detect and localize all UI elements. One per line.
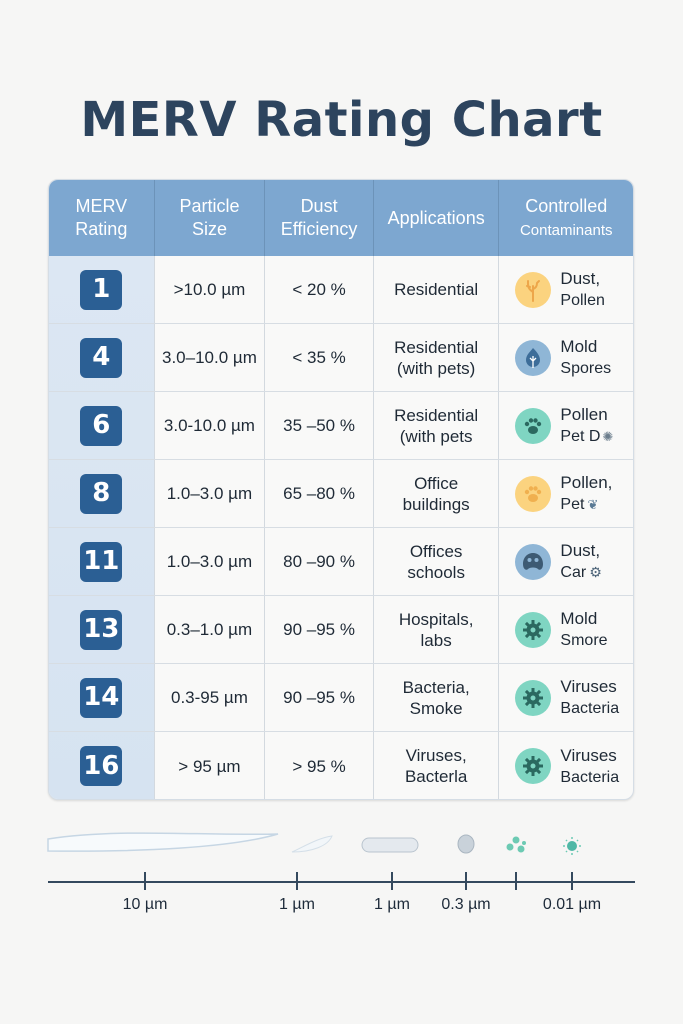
contaminant-line2: Smore — [560, 632, 608, 649]
particle-size-cell: 0.3–1.0 µm — [155, 596, 266, 663]
contaminants-cell — [499, 460, 633, 527]
merv-cell — [49, 324, 155, 391]
header-applications: Applications — [374, 180, 500, 256]
contaminant-line1: Mold — [560, 609, 598, 628]
axis-tick — [515, 872, 517, 890]
contaminants-cell — [499, 664, 633, 731]
merv-badge: 6 — [80, 406, 122, 446]
application-cell: Viruses, Bacterla — [374, 732, 500, 800]
plant-icon — [515, 272, 551, 308]
contaminants-cell — [499, 596, 633, 663]
table-row — [49, 732, 633, 800]
header-controlled-contaminants: Controlled Contaminants — [519, 195, 613, 239]
merv-cell — [49, 664, 155, 731]
table-row — [49, 460, 633, 528]
table-row — [49, 324, 633, 392]
efficiency-cell: < 20 % — [265, 256, 374, 323]
particle-size-cell: > 95 µm — [155, 732, 266, 800]
face-icon — [515, 544, 551, 580]
particle-size-axis — [48, 881, 635, 883]
application-cell: Residential (with pets — [374, 392, 500, 459]
merv-table — [48, 179, 634, 800]
paw-small-icon: ❦ — [587, 497, 599, 512]
contaminant-line2: Pet — [560, 496, 585, 513]
table-row — [49, 596, 633, 664]
particle-size-cell: 3.0–10.0 µm — [155, 324, 266, 391]
axis-tick — [391, 872, 393, 890]
gear-icon — [515, 612, 551, 648]
application-cell: Residential (with pets) — [374, 324, 500, 391]
contaminant-line1: Mold — [560, 337, 598, 356]
bacteria-cluster-icon — [507, 837, 527, 853]
paw-icon — [515, 408, 551, 444]
merv-badge: 8 — [80, 474, 122, 514]
merv-cell — [49, 596, 155, 663]
pet-dander-icon: ✺ — [602, 429, 614, 444]
hair-fiber-icon — [48, 833, 278, 851]
efficiency-cell: 65 –80 % — [265, 460, 374, 527]
pollen-capsule-icon — [362, 838, 418, 852]
contaminants-cell — [499, 256, 633, 323]
efficiency-cell: 90 –95 % — [265, 596, 374, 663]
contaminant-line2: Spores — [560, 360, 612, 377]
header-dust-efficiency: Dust Efficiency — [265, 180, 374, 256]
table-row — [49, 256, 633, 324]
axis-tick-label: 1 µm — [374, 896, 410, 913]
header-merv-rating: MERV Rating — [49, 180, 155, 256]
contaminant-line2: Pet D — [560, 428, 601, 445]
table-body — [49, 256, 633, 800]
contaminant-line2: Bacteria — [560, 700, 620, 717]
axis-tick-label: 1 µm — [279, 896, 315, 913]
application-cell: Offices schools — [374, 528, 500, 595]
table-row — [49, 392, 633, 460]
contaminant-line2: Car — [560, 564, 587, 581]
merv-badge: 13 — [80, 610, 122, 650]
gear-icon — [515, 680, 551, 716]
header-particle-size: Particle Size — [155, 180, 266, 256]
axis-tick-label: 10 µm — [122, 896, 168, 913]
particle-size-cell: 1.0–3.0 µm — [155, 460, 266, 527]
leaf-icon — [515, 340, 551, 376]
contaminant-line1: Dust, — [560, 541, 601, 560]
gear-small-icon: ⚙ — [589, 564, 602, 580]
contaminants-cell — [499, 528, 633, 595]
axis-tick-label: 0.01 µm — [542, 896, 602, 913]
merv-badge: 1 — [80, 270, 122, 310]
axis-tick — [144, 872, 146, 890]
paw-icon — [515, 476, 551, 512]
contaminant-line1: Viruses — [560, 677, 617, 696]
particle-size-cell: >10.0 µm — [155, 256, 266, 323]
application-cell: Residential — [374, 256, 500, 323]
spore-dot-icon — [458, 835, 474, 853]
merv-badge: 14 — [80, 678, 122, 718]
axis-tick — [465, 872, 467, 890]
application-cell: Office buildings — [374, 460, 500, 527]
axis-tick — [296, 872, 298, 890]
table-header — [49, 180, 633, 256]
efficiency-cell: 90 –95 % — [265, 664, 374, 731]
merv-cell — [49, 460, 155, 527]
merv-cell — [49, 256, 155, 323]
contaminant-line1: Dust, — [560, 269, 601, 288]
particle-size-cell: 0.3-95 µm — [155, 664, 266, 731]
merv-badge: 4 — [80, 338, 122, 378]
contaminants-cell — [499, 324, 633, 391]
merv-cell — [49, 528, 155, 595]
merv-badge: 11 — [80, 542, 122, 582]
contaminant-line2: Bacteria — [560, 768, 620, 786]
table-row — [49, 664, 633, 732]
axis-tick — [571, 872, 573, 890]
table-row — [49, 528, 633, 596]
contaminant-line1: Viruses — [560, 745, 617, 765]
merv-badge: 16 — [80, 746, 122, 786]
gear-icon — [515, 748, 551, 784]
page-title: MERV Rating Chart — [80, 92, 603, 148]
application-cell: Hospitals, labs — [374, 596, 500, 663]
dust-particle-icon — [292, 836, 332, 852]
contaminant-line1: Pollen — [560, 405, 608, 424]
merv-cell — [49, 732, 155, 800]
particle-size-cell: 3.0-10.0 µm — [155, 392, 266, 459]
particle-size-cell: 1.0–3.0 µm — [155, 528, 266, 595]
application-cell: Bacteria, Smoke — [374, 664, 500, 731]
contaminant-line2: Pollen — [560, 292, 605, 309]
contaminants-cell — [499, 732, 633, 800]
virus-icon — [563, 837, 581, 855]
contaminant-line1: Pollen, — [560, 473, 613, 492]
efficiency-cell: 35 –50 % — [265, 392, 374, 459]
efficiency-cell: > 95 % — [265, 732, 374, 800]
efficiency-cell: < 35 % — [265, 324, 374, 391]
axis-tick-label: 0.3 µm — [441, 896, 491, 913]
efficiency-cell: 80 –90 % — [265, 528, 374, 595]
contaminants-cell — [499, 392, 633, 459]
merv-cell — [49, 392, 155, 459]
